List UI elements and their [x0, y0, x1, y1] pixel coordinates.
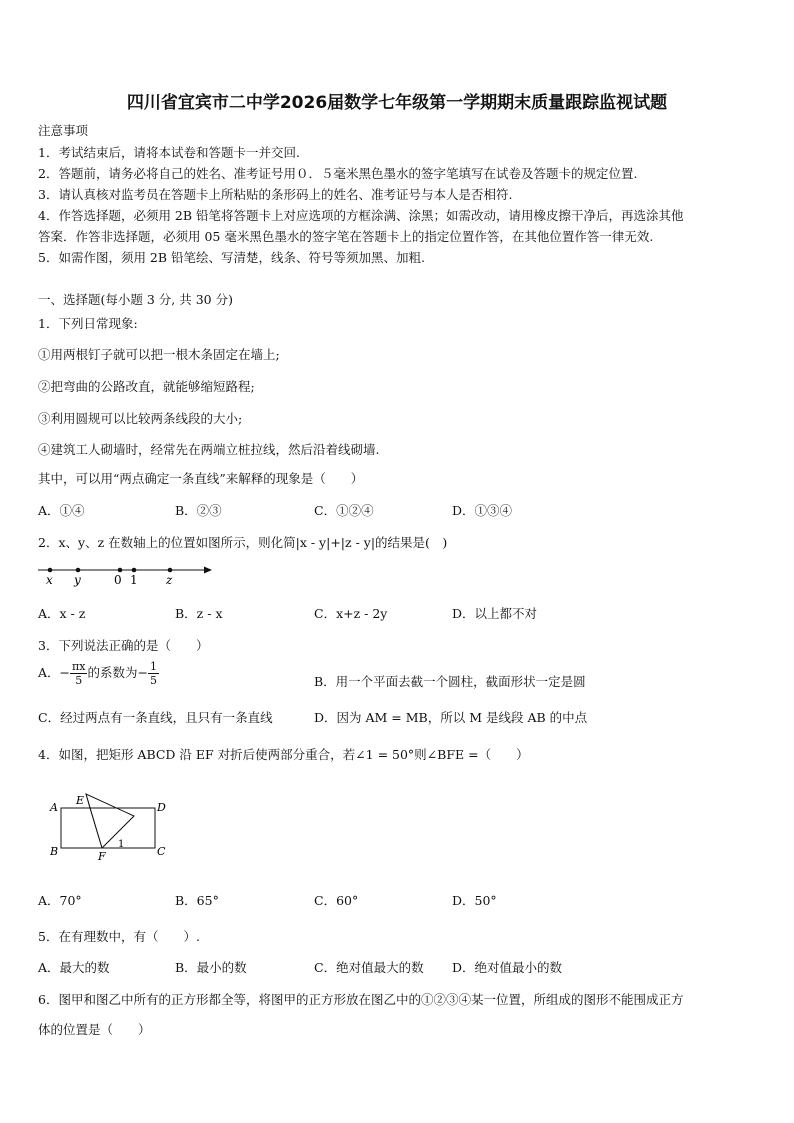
point-x [48, 568, 53, 573]
fraction-numerator: πx [72, 660, 86, 673]
q1-item: ②把弯曲的公路改直，就能够缩短路程; [38, 379, 255, 394]
crease-line [86, 794, 102, 848]
note-item: 3．请认真核对监考员在答题卡上所粘贴的条形码上的姓名、准考证号与本人是否相符. [38, 187, 513, 202]
note-item: 5．如需作图，须用 2B 铅笔绘、写清楚，线条、符号等须加黑、加粗. [38, 250, 426, 265]
axis-label-1: 1 [130, 573, 138, 587]
axis-label-x: x [46, 573, 53, 587]
q4-option-d: D．50° [452, 893, 497, 908]
fraction-denominator: 5 [75, 674, 83, 687]
q3-stem: 3．下列说法正确的是（ ） [38, 638, 209, 653]
note-item: 2．答题前，请务必将自己的姓名、准考证号用０．５毫米黑色墨水的签字笔填写在试卷及答题卡的规定位置. [38, 166, 638, 181]
note-item: 1．考试结束后，请将本试卷和答题卡一并交回. [38, 145, 300, 160]
number-line-figure [36, 560, 216, 588]
q3-option-c: C．经过两点有一条直线，且只有一条直线 [38, 710, 273, 725]
note-item: 答案．作答非选择题，必须用 05 毫米黑色墨水的签字笔在答题卡上的指定位置作答，在其他位置作答一律无效. [38, 229, 654, 244]
q3-option-a-mid: 的系数为− [87, 665, 148, 680]
q1-option-b: B．②③ [175, 503, 222, 518]
point-1 [132, 568, 137, 573]
section-heading: 一、选择题(每小题 3 分, 共 30 分) [38, 292, 233, 307]
q4-option-a: A．70° [38, 893, 82, 908]
q6-stem-line2: 体的位置是（ ） [38, 1022, 151, 1037]
axis-label-z: z [166, 573, 173, 587]
label-e: E [76, 794, 85, 807]
label-f: F [98, 850, 106, 863]
fraction-denominator: 5 [149, 674, 157, 687]
q5-option-c: C．绝对值最大的数 [314, 960, 424, 975]
q5-option-d: D．绝对值最小的数 [452, 960, 563, 975]
notes-heading: 注意事项 [38, 123, 89, 138]
label-c: C [157, 845, 166, 858]
axis-label-0: 0 [114, 573, 122, 587]
point-0 [118, 568, 123, 573]
q2-option-d: D．以上都不对 [452, 606, 538, 621]
q6-stem-line1: 6．图甲和图乙中所有的正方形都全等，将图甲的正方形放在图乙中的①②③④某一位置，所组成的图形不能围成正方 [38, 992, 684, 1007]
q2-option-a: A．x - z [38, 606, 86, 621]
q4-option-b: B．65° [175, 893, 219, 908]
label-d: D [157, 801, 166, 814]
q5-option-b: B．最小的数 [175, 960, 247, 975]
q1-item: ①用两根钉子就可以把一根木条固定在墙上; [38, 347, 280, 362]
point-z [168, 568, 173, 573]
fraction [70, 660, 87, 687]
point-y [76, 568, 81, 573]
q3-option-a-prefix: A．− [38, 665, 71, 680]
q1-item: ③利用圆规可以比较两条线段的大小; [38, 411, 243, 426]
q3-option-b: B．用一个平面去截一个圆柱，截面形状一定是圆 [314, 674, 586, 689]
q5-option-a: A．最大的数 [38, 960, 110, 975]
q1-item: ④建筑工人砌墙时，经常先在两端立桩拉线，然后沿着线砌墙. [38, 442, 380, 457]
q4-option-c: C．60° [314, 893, 359, 908]
label-a: A [50, 801, 58, 814]
rectangle-fold-figure [44, 782, 174, 864]
q1-option-d: D．①③④ [452, 503, 513, 518]
page-title: 四川省宜宾市二中学2026届数学七年级第一学期期末质量跟踪监视试题 [126, 93, 668, 113]
q1-option-c: C．①②④ [314, 503, 374, 518]
q3-option-a [38, 660, 159, 687]
q3-option-d: D．因为 AM = MB，所以 M 是线段 AB 的中点 [314, 710, 588, 725]
axis-label-y: y [74, 573, 81, 587]
note-item: 4．作答选择题，必须用 2B 铅笔将答题卡上对应选项的方框涂满、涂黑；如需改动，请用橡皮擦干净后，再选涂其他 [38, 208, 684, 223]
q1-stem: 1．下列日常现象: [38, 316, 138, 331]
q5-stem: 5．在有理数中，有（ ）. [38, 929, 200, 944]
arrow-icon [204, 567, 212, 574]
q2-option-b: B．z - x [175, 606, 223, 621]
q2-option-c: C．x+z - 2y [314, 606, 388, 621]
label-angle-1: 1 [118, 839, 125, 850]
folded-part [86, 794, 134, 848]
label-b: B [50, 845, 59, 858]
q1-option-a: A．①④ [38, 503, 85, 518]
fraction [148, 660, 159, 687]
q1-ask: 其中，可以用“两点确定一条直线”来解释的现象是（ ） [38, 471, 364, 486]
q2-stem: 2．x、y、z 在数轴上的位置如图所示，则化简|x - y|+|z - y|的结果是( ) [38, 535, 448, 550]
q4-stem: 4．如图，把矩形 ABCD 沿 EF 对折后使两部分重合，若∠1 = 50°则∠BFE =（ ） [38, 747, 529, 762]
fraction-numerator: 1 [149, 660, 157, 673]
